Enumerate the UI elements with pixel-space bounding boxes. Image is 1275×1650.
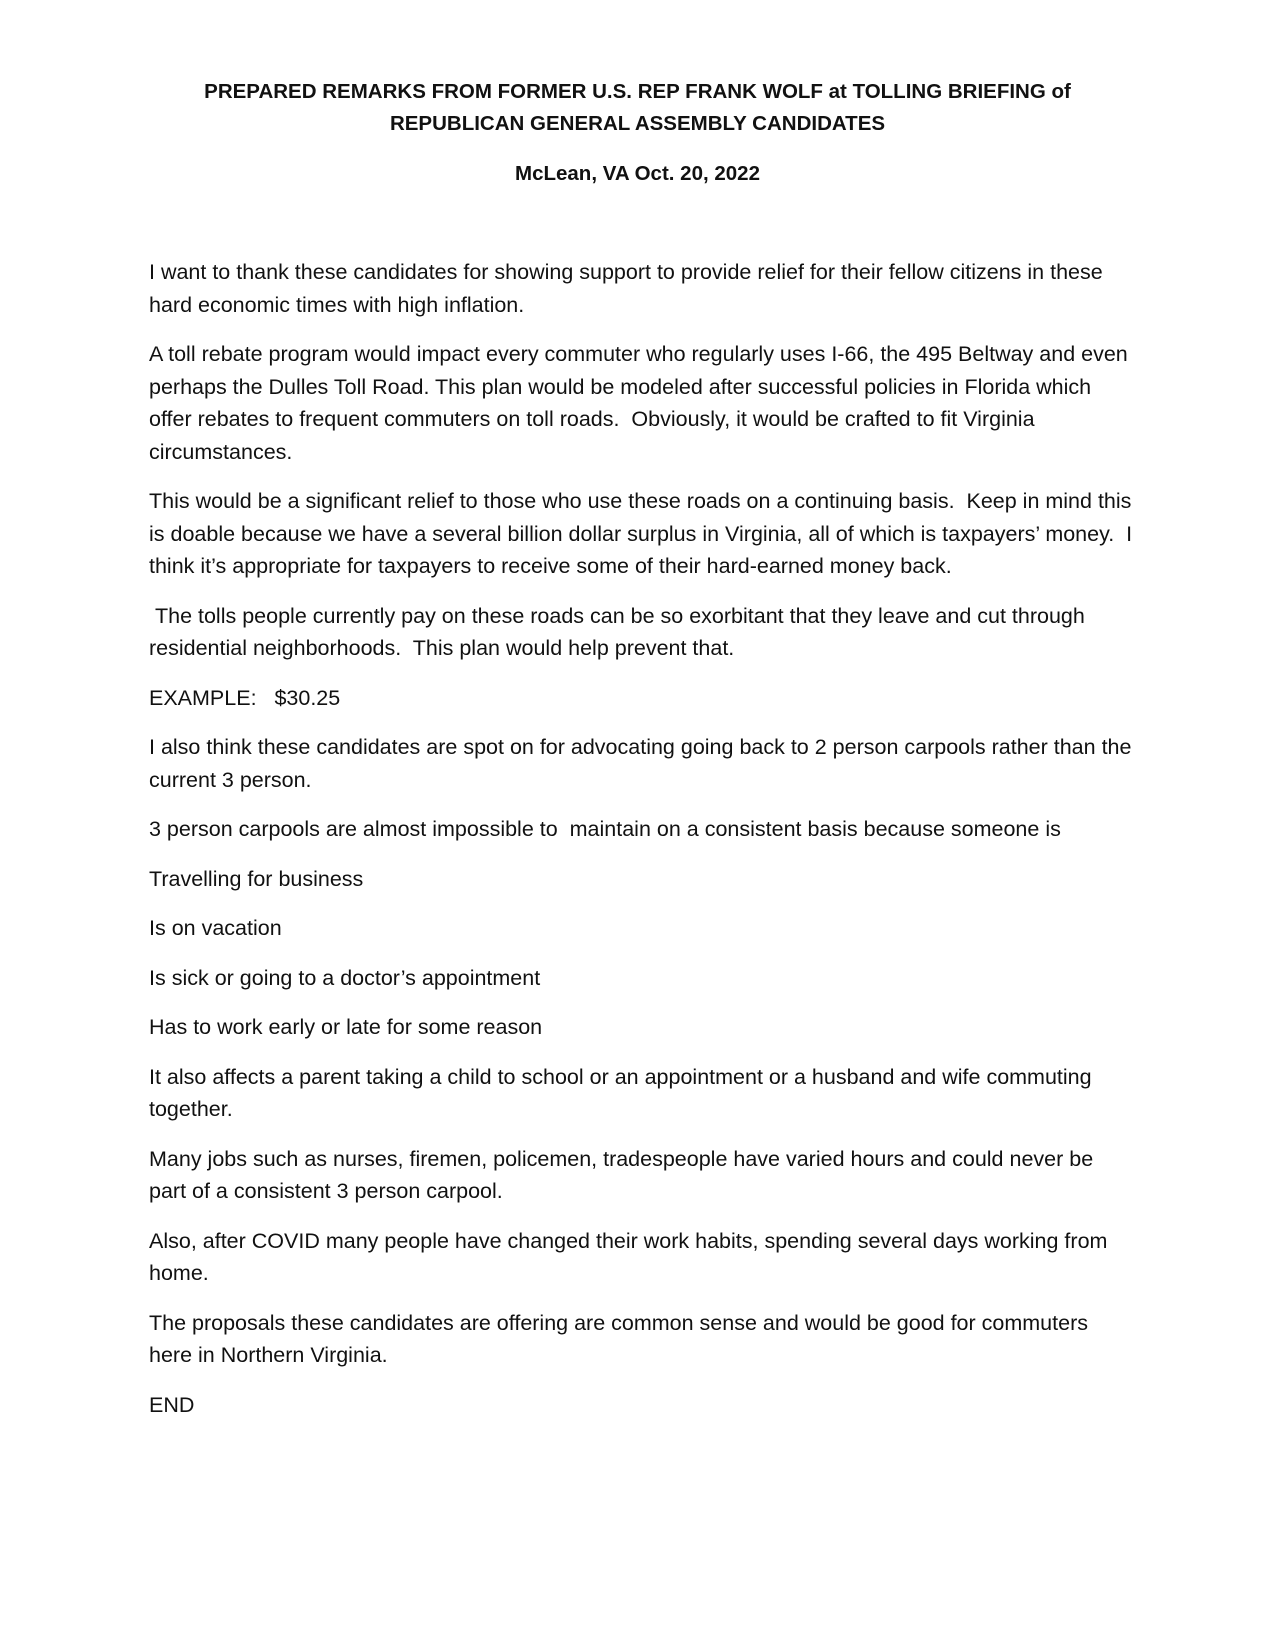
- document-body: [149, 256, 1139, 1438]
- list-item-work-hours: Has to work early or late for some reason: [149, 1015, 543, 1039]
- document-subtitle: McLean, VA Oct. 20, 2022: [515, 162, 760, 185]
- paragraph-end: END: [149, 1392, 195, 1417]
- list-item-vacation: Is on vacation: [149, 916, 282, 940]
- document-title: PREPARED REMARKS FROM FORMER U.S. REP FRANK WOLF at TOLLING BRIEFING of REPUBLICAN GENERAL ASSEMBLY CANDIDATES: [204, 80, 1071, 135]
- paragraph-example: EXAMPLE: $30.25: [149, 685, 341, 710]
- paragraph-covid: Also, after COVID many people have changed their work habits, spending several days working from home.: [149, 1228, 1114, 1285]
- paragraph-toll-rebate: A toll rebate program would impact every commuter who regularly uses I-66, the 495 Beltway and even perhaps the Dulles Toll Road. This plan would be modeled after successful policies in Florida which offer rebates to frequent commuters on toll roads. Obviously, it would be crafted to fit Virginia circumstances.: [149, 342, 1134, 464]
- paragraph-exorbitant-tolls: The tolls people currently pay on these roads can be so exorbitant that they leave and cut through residential neighborhoods. This plan would help prevent that.: [149, 603, 1091, 660]
- list-item-sick: Is sick or going to a doctor’s appointment: [149, 965, 541, 990]
- paragraph-thanks: I want to thank these candidates for showing support to provide relief for their fellow citizens in these hard economic times with high inflation.: [149, 260, 1109, 317]
- paragraph-proposals: The proposals these candidates are offering are common sense and would be good for commuters here in Northern Virginia.: [149, 1310, 1094, 1367]
- list-item-travelling: Travelling for business: [149, 866, 364, 891]
- paragraph-jobs: Many jobs such as nurses, firemen, policemen, tradespeople have varied hours and could never be part of a consistent 3 person carpool.: [149, 1146, 1100, 1203]
- paragraph-carpools: I also think these candidates are spot on for advocating going back to 2 person carpools rather than the current 3 person.: [149, 735, 1138, 792]
- paragraph-parent: It also affects a parent taking a child to school or an appointment or a husband and wife commuting together.: [149, 1064, 1098, 1121]
- paragraph-carpool-difficulty: 3 person carpools are almost impossible to maintain on a consistent basis because someone is: [149, 817, 1061, 841]
- paragraph-surplus: This would be a significant relief to those who use these roads on a continuing basis. Keep in mind this is doable because we have a several billion dollar surplus in Virginia, all of which is taxpayers’ money. I think it’s appropriate for taxpayers to receive some of their hard-earned money back.: [149, 489, 1139, 578]
